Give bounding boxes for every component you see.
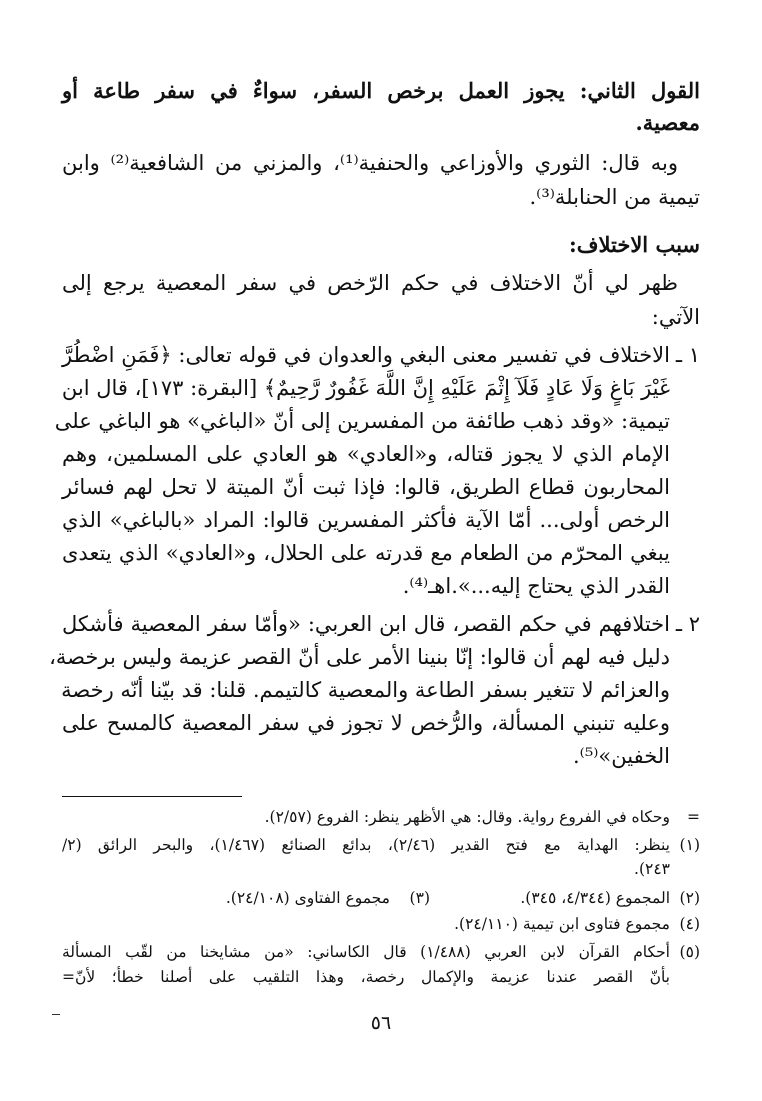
footnote-5-line-2: بأنّ القصر عندنا عزيمة والإكمال رخصة، وهذا التلقيب على أصلنا خطأ؛ لأنّ=: [62, 968, 670, 986]
supporters-line-1: وبه قال: الثوري والأوزاعي والحنفية⁽¹⁾، والمزني من الشافعية⁽²⁾ وابن: [62, 151, 678, 175]
item-2-line-2: دليل فيه لهم أن قالوا: إنّا بنينا الأمر على أنّ القصر عزيمة وليس برخصة،: [49, 645, 670, 669]
item-1-line-4: الإمام الذي لا يجوز قتاله، و«العادي» هو العادي على المسلمين، وهم: [62, 442, 670, 466]
book-page: القول الثاني: يجوز العمل برخص السفر، سواءٌ في سفر طاعة أو معصية. وبه قال: الثوري والأوزاعي والحنفية⁽¹⁾، والمزني من الشافعية⁽²⁾ وابن تيمية من الحنابلة⁽³⁾. سبب الاختلاف: ظهر لي أنّ الاختلاف في حكم الرّخص في سفر المعصية يرجع إلى الآتي: ١ ـ الاختلاف في تفسير معنى البغي والعدوان في قوله تعالى: ﴿فَمَنِ اضْطُرَّ غَيْرَ بَاغٍ وَلَا عَادٍ فَلَآ إِثْمَ عَلَيْهِ إِنَّ اللَّهَ غَفُورٌ رَّحِيمٌ﴾ [البقرة: ١٧٣]، قال ابن تيمية: «وقد ذهب طائفة من المفسرين إلى أنّ «الباغي» هو الباغي على الإمام الذي لا يجوز قتاله، و«العادي» هو العادي على المسلمين، وهم المحاربون قطاع الطريق، قالوا: فإذا ثبت أنّ الميتة لا تحل لهم فسائر الرخص أولى... أمّا الآية فأكثر المفسرين قالوا: المراد «بالباغي» الذي يبغي المحرّم من الطعام مع قدرته على الحلال، و«العادي» الذي يتعدى القدر الذي يحتاج إليه...».اهـ⁽⁴⁾. ٢ ـ اختلافهم في حكم القصر، قال ابن العربي: «وأمّا سفر المعصية فأشكل دليل فيه لهم أن قالوا: إنّا بنينا الأمر على أنّ القصر عزيمة وليس برخصة، والعزائم لا تتغير بسفر الطاعة والمعصية كالتيمم. قلنا: قد بيّنا أنّه رخصة وعليه تنبني المسألة، والرُّخص لا تجوز في سفر المعصية كالمسح على الخفين»⁽⁵⁾. = وحكاه في الفروع رواية. وقال: هي الأظهر ينظر: الفروع (٢/٥٧). (١) ينظر: الهداية مع فتح القدير (٢/٤٦)، بدائع الصنائع (١/٤٦٧)، والبحر الرائق (٢/ ٢٤٣). (٢) المجموع (٤/٣٤٤، ٣٤٥). (٣) مجموع الفتاوى (٢٤/١٠٨). (٤) مجموع فتاوى ابن تيمية (٢٤/١١٠). (٥) أحكام القرآن لابن العربي (١/٤٨٨) قال الكاساني: «من مشايخنا من لقّب المسألة بأنّ القصر عندنا عزيمة والإكمال رخصة، وهذا التلقيب على أصلنا خطأ؛ لأنّ=: [49, 78, 700, 986]
item-2-line-1: اختلافهم في حكم القصر، قال ابن العربي: «وأمّا سفر المعصية فأشكل: [62, 612, 670, 636]
cause-of-disagreement-title: سبب الاختلاف:: [568, 232, 700, 257]
footnote-5-line-1: أحكام القرآن لابن العربي (١/٤٨٨) قال الكاساني: «من مشايخنا من لقّب المسألة: [62, 943, 670, 961]
footnote-3-number: (٣): [409, 889, 430, 907]
margin-mark: [52, 1014, 60, 1015]
footnote-1-line-1: ينظر: الهداية مع فتح القدير (٢/٤٦)، بدائع الصنائع (١/٤٦٧)، والبحر الرائق (٢/: [62, 836, 670, 854]
item-1-line-1: الاختلاف في تفسير معنى البغي والعدوان في قوله تعالى: ﴿فَمَنِ اضْطُرَّ: [62, 343, 670, 367]
intro-line-2: الآتي:: [651, 305, 700, 329]
item-1-line-2: غَيْرَ بَاغٍ وَلَا عَادٍ فَلَآ إِثْمَ عَلَيْهِ إِنَّ اللَّهَ غَفُورٌ رَّحِيمٌ﴾ [البقرة: ١٧٣]، قال ابن: [61, 376, 670, 400]
item-1-line-7: يبغي المحرّم من الطعام مع قدرته على الحلال، و«العادي» الذي يتعدى: [62, 541, 670, 565]
item-1-line-3: تيمية: «وقد ذهب طائفة من المفسرين إلى أنّ «الباغي» هو الباغي على: [54, 409, 670, 433]
item-2-line-3: والعزائم لا تتغير بسفر الطاعة والمعصية كالتيمم. قلنا: قد بيّنا أنّه رخصة: [61, 678, 670, 702]
footnote-3: مجموع الفتاوى (٢٤/١٠٨).: [225, 889, 390, 907]
item-1-line-5: المحاربون قطاع الطريق، قالوا: فإذا ثبت أنّ الميتة لا تحل لهم فسائر: [62, 475, 670, 499]
intro-line-1: ظهر لي أنّ الاختلاف في حكم الرّخص في سفر المعصية يرجع إلى: [62, 271, 678, 295]
opinion-two-heading-cont: معصية.: [635, 110, 700, 135]
item-2-line-4: وعليه تنبني المسألة، والرُّخص لا تجوز في سفر المعصية كالمسح على: [62, 711, 670, 735]
footnote-2: المجموع (٤/٣٤٤، ٣٤٥).: [520, 889, 670, 907]
footnote-1-line-2: ٢٤٣).: [634, 860, 670, 878]
footnote-separator: [62, 796, 242, 797]
page-number: ٥٦: [370, 1012, 392, 1034]
item-1-line-6: الرخص أولى... أمّا الآية فأكثر المفسرين قالوا: المراد «بالباغي» الذي: [62, 508, 670, 532]
supporters-line-2: تيمية من الحنابلة⁽³⁾.: [529, 185, 700, 209]
opinion-two-heading: القول الثاني: يجوز العمل برخص السفر، سواءٌ في سفر طاعة أو: [62, 78, 700, 103]
item-2-line-5: الخفين»⁽⁵⁾.: [572, 744, 670, 768]
item-1-line-8: القدر الذي يحتاج إليه...».اهـ⁽⁴⁾.: [402, 574, 670, 598]
footnote-4: مجموع فتاوى ابن تيمية (٢٤/١١٠).: [454, 915, 670, 933]
footnote-continuation: وحكاه في الفروع رواية. وقال: هي الأظهر ينظر: الفروع (٢/٥٧).: [264, 808, 670, 826]
